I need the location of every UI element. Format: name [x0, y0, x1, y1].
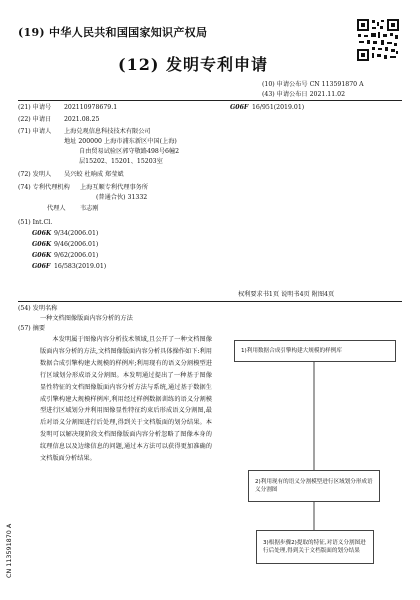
section-rule: [18, 301, 402, 302]
ipc-code: G06K: [32, 252, 52, 259]
page-count-info: 权利要求书1页 说明书4页 附图4页: [238, 291, 335, 298]
agent-label: 代理人: [47, 205, 66, 212]
header-rule: [18, 100, 402, 101]
invention-name: 一种文档图像版面内容分析的方法: [40, 315, 133, 322]
filing-date: 2021.08.25: [64, 116, 100, 123]
vertical-pub-number-text: CN 113591870 A: [5, 523, 13, 578]
document-type: (12) 发明专利申请: [118, 55, 268, 74]
ipc-value: 16/583(2019.01): [54, 263, 107, 270]
ipc-value: 9/34(2006.01): [54, 230, 99, 237]
publication-date: (43) 申请公布日 2021.11.02: [262, 91, 345, 98]
ipc-value: 9/46(2006.01): [54, 241, 99, 248]
applicant-line: 上海兑观信息科技技术有限公司: [64, 128, 151, 135]
application-number-label: (21) 申请号: [18, 104, 52, 111]
applicant-line: 层15202、15201、15203室: [79, 158, 163, 165]
ipc-code: G06K: [32, 241, 52, 248]
applicant-line: 地址 200000 上海市浦东新区中国(上海): [64, 138, 177, 145]
invention-name-label: (54) 发明名称: [18, 305, 58, 312]
applicant-line: 自由贸易试验区郭守敬路498号6幢2: [79, 148, 180, 155]
qr-code-icon: [356, 18, 400, 62]
application-number: 202110978679.1: [64, 104, 118, 111]
main-ipc-code: G06F: [230, 104, 249, 111]
agency-line: 上海互顺专利代理事务所: [80, 184, 149, 191]
int-cl-label: (51) Int.Cl.: [18, 219, 53, 226]
flow-step-1: 1)利用数据合成引擎构建大规模的样例库: [234, 340, 396, 362]
applicant-label: (71) 申请人: [18, 128, 52, 135]
ipc-value: 9/62(2006.01): [54, 252, 99, 259]
flow-step-3: 3)根据步骤2)提取的特征,对语义分割图进行后处理,得到关于文档版面的划分结果: [256, 530, 374, 564]
publication-number: (10) 申请公布号 CN 113591870 A: [262, 81, 364, 88]
ipc-code: G06F: [32, 263, 51, 270]
filing-date-label: (22) 申请日: [18, 116, 52, 123]
agent: 韦志刚: [80, 205, 99, 212]
abstract-label: (57) 摘要: [18, 325, 46, 332]
flow-step-2: 2)利用现有的语义分割模型进行区域划分形成语义分割图: [248, 470, 380, 502]
abstract-text: 本发明属于图像内容分析技术领域,且公开了一种文档图像版面内容分析的方法,文档图像版面内容分析具体操作如下:利用数据合成引擎构建大规模的样例库;利用现有的语义分割模型进行区域划分形成语义分割图。本发明通过提出了一种基于图像显性特征的文档图像版面内容分析方法与系统,通过基于数据生成引擎构建大规模样例库,利用经过样例数据训练的语义分割模型进行区域划分并利用图像显性特征约束后形成语义分割图,最后对语义分割图进行后处理,得到关于文档版面的划分结果。本发明可以解决现阶段文档图像版面内容分析忽略了图像本身的纹理信息以及边缘信息的问题,通过本方法可以获得更加准确的文档版面分析结果。: [40, 336, 212, 463]
inventor-label: (72) 发明人: [18, 171, 52, 178]
main-ipc-value: 16/951(2019.01): [252, 104, 305, 111]
agency-label: (74) 专利代理机构: [18, 184, 70, 191]
agency-line: (普通合伙) 31332: [96, 194, 148, 201]
inventors: 吴兴蛟 杜晌成 郑莹斌: [64, 171, 124, 178]
ipc-code: G06K: [32, 230, 52, 237]
office-name: (19) 中华人民共和国国家知识产权局: [18, 26, 208, 39]
vertical-pub-number: [2, 458, 16, 578]
